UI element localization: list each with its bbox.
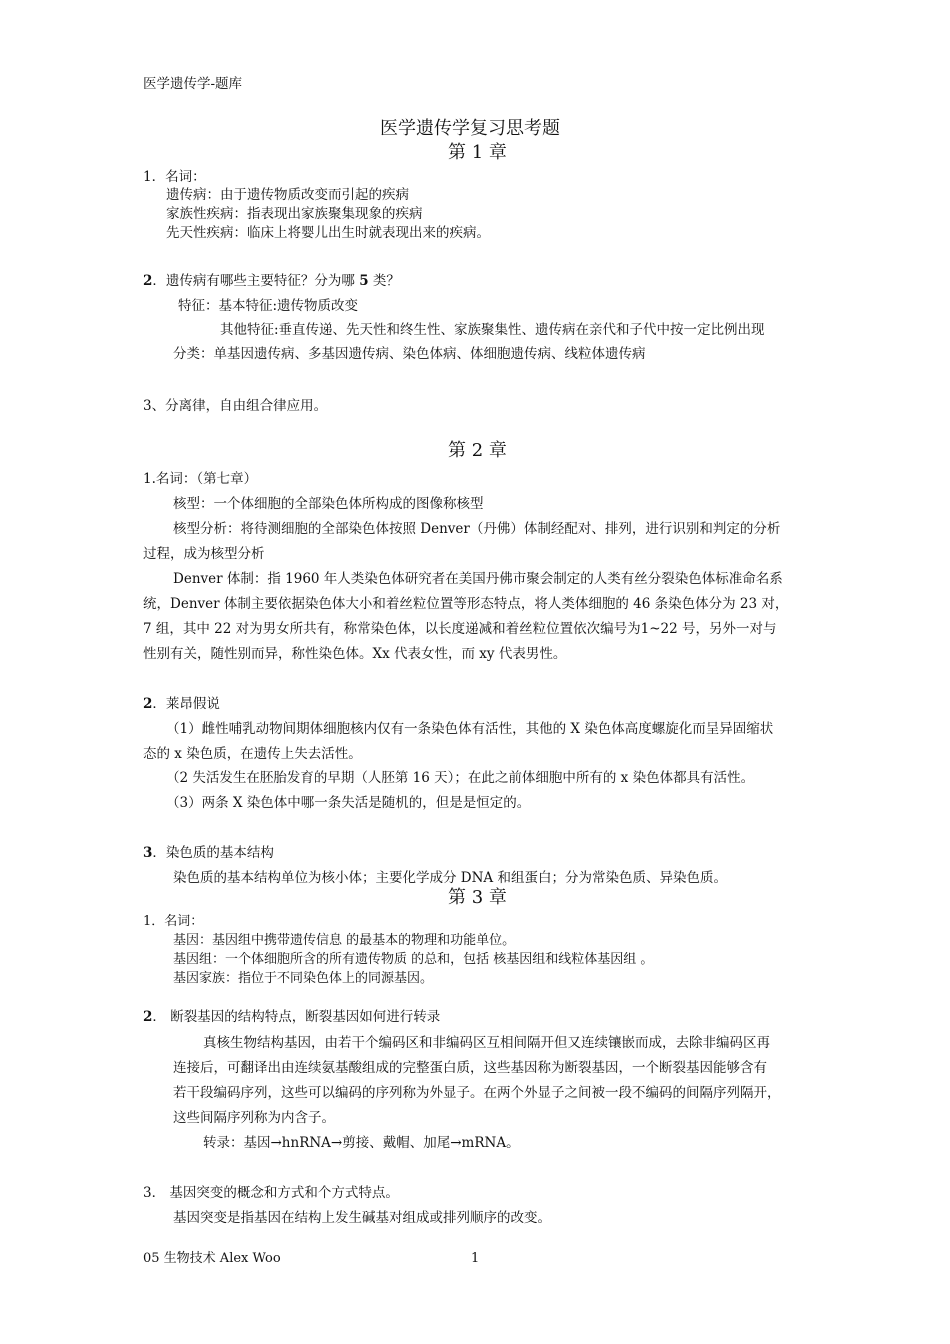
ch3-q2-line: 若干段编码序列，这些可以编码的序列称为外显子。在两个外显子之间被一段不编码的间隔序列隔开， (173, 1085, 781, 1101)
ch3-q2-line: 连接后，可翻译出由连续氨基酸组成的完整蛋白质，这些基因称为断裂基因，一个断裂基因能够含有 (173, 1060, 767, 1076)
ch2-q3-title (143, 844, 274, 862)
ch2-q1-line: 核型：一个体细胞的全部染色体所构成的图像称核型 (173, 496, 484, 512)
ch3-q1-line: 基因：基因组中携带遗传信息 的最基本的物理和功能单位。 (173, 933, 516, 948)
ch3-q1-line: 基因组：一个体细胞所含的所有遗传物质 的总和，包括 核基因组和线粒体基因组 。 (173, 952, 654, 967)
ch2-q1-line: Denver 体制：指 1960 年人类染色体研究者在美国丹佛市聚会制定的人类有丝分裂染色体标准命名系 (173, 571, 783, 587)
page-number: 1 (471, 1251, 480, 1266)
ch1-q1-line: 先天性疾病：临床上将婴儿出生时就表现出来的疾病。 (166, 225, 490, 241)
chapter-1-heading: 第 1 章 (448, 142, 507, 163)
ch3-q1-line: 基因家族：指位于不同染色体上的同源基因。 (173, 971, 434, 986)
ch1-q1-line: 遗传病：由于遗传物质改变而引起的疾病 (166, 187, 409, 203)
ch3-q1-title: 1．名词： (143, 914, 204, 929)
q2-number: 2 (143, 696, 153, 712)
document-title: 医学遗传学复习思考题 (380, 118, 560, 139)
q2-title-text: ．莱昂假说 (152, 696, 220, 712)
ch3-q2-line: 真核生物结构基因，由若干个编码区和非编码区互相间隔开但又连续镶嵌而成，去除非编码区再 (203, 1035, 770, 1051)
ch2-q2-line: （1）雌性哺乳动物间期体细胞核内仅有一条染色体有活性，其他的 X 染色体高度螺旋化而呈异固缩状 (166, 721, 774, 737)
chapter-2-heading: 第 2 章 (448, 440, 507, 461)
ch2-q2-title (143, 695, 220, 713)
ch2-q3-line: 染色质的基本结构单位为核小体；主要化学成分 DNA 和组蛋白；分为常染色质、异染色质。 (173, 870, 727, 886)
ch3-q2-line: 转录：基因→hnRNA→剪接、戴帽、加尾→mRNA。 (203, 1135, 520, 1151)
ch2-q1-line: 性别有关，随性别而异，称性染色体。Xx 代表女性，而 xy 代表男性。 (143, 646, 567, 662)
q2-text: ．遗传病有哪些主要特征？分为哪 (152, 273, 360, 289)
ch1-q2-line: 分类：单基因遗传病、多基因遗传病、染色体病、体细胞遗传病、线粒体遗传病 (173, 346, 646, 362)
ch1-q2-title (143, 272, 400, 290)
ch1-q2-line: 其他特征:垂直传递、先天性和终生性、家族聚集性、遗传病在亲代和子代中按一定比例出现 (220, 322, 765, 338)
ch3-q2-title (143, 1008, 440, 1026)
ch2-q1-title: 1.名词：（第七章） (143, 471, 258, 487)
q2-number: 2 (143, 1009, 153, 1025)
ch2-q2-line: （2 失活发生在胚胎发育的早期（人胚第 16 天）；在此之前体细胞中所有的 x 染色体都具有活性。 (166, 770, 755, 786)
ch3-q3-line: 基因突变是指基因在结构上发生碱基对组成或排列顺序的改变。 (173, 1210, 551, 1226)
q2-title-text: ． 断裂基因的结构特点，断裂基因如何进行转录 (152, 1009, 441, 1025)
q2-bold-count: 5 (359, 273, 369, 289)
q2-number: 2 (143, 273, 153, 289)
q2-text-end: 类？ (368, 273, 400, 289)
footer-author: 05 生物技术 Alex Woo (143, 1251, 281, 1266)
ch2-q2-line: （3）两条 X 染色体中哪一条失活是随机的，但是是恒定的。 (166, 795, 531, 811)
ch3-q2-line: 这些间隔序列称为内含子。 (173, 1110, 335, 1126)
chapter-3-heading: 第 3 章 (448, 887, 507, 908)
ch2-q1-line: 统，Denver 体制主要依据染色体大小和着丝粒位置等形态特点，将人类体细胞的 46 条染色体分为 23 对， (143, 596, 789, 612)
ch2-q1-line: 过程，成为核型分析 (143, 546, 265, 562)
ch2-q2-line: 态的 x 染色质，在遗传上失去活性。 (143, 746, 362, 762)
ch1-q1-line: 家族性疾病：指表现出家族聚集现象的疾病 (166, 206, 423, 222)
ch1-q1-title: 1．名词： (143, 169, 206, 185)
q3-number: 3 (143, 845, 153, 861)
running-header: 医学遗传学-题库 (143, 76, 243, 92)
ch3-q3-title: 3． 基因突变的概念和方式和个方式特点。 (143, 1185, 399, 1201)
ch2-q1-line: 核型分析：将待测细胞的全部染色体按照 Denver（丹佛）体制经配对、排列，进行识别和判定的分析 (173, 521, 781, 537)
q3-title-text: ．染色质的基本结构 (152, 845, 274, 861)
ch2-q1-line: 7 组，其中 22 对为男女所共有，称常染色体，以长度递减和着丝粒位置依次编号为1~22 号，另外一对与 (143, 621, 777, 637)
ch1-q3: 3、分离律，自由组合律应用。 (143, 398, 328, 414)
ch1-q2-line: 特征：基本特征:遗传物质改变 (178, 298, 359, 314)
